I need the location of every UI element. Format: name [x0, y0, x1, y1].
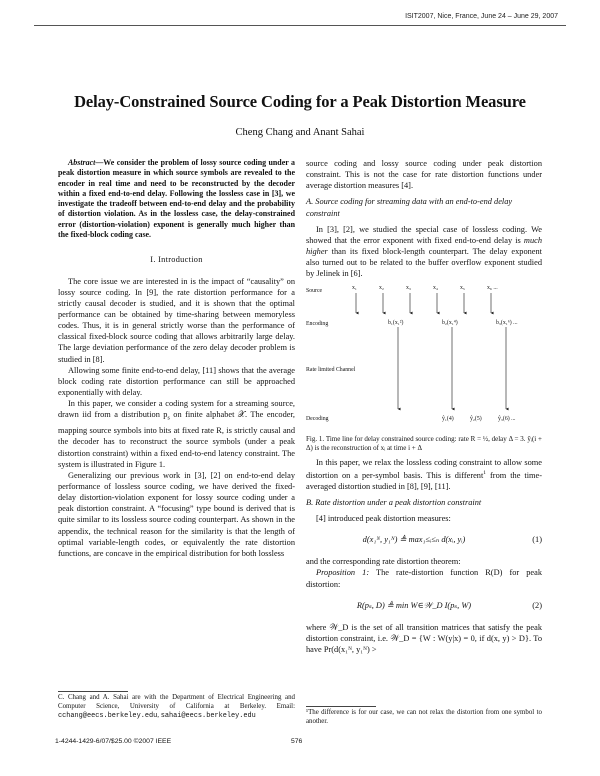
subsection-b-paragraph-1: [4] introduced peak distortion measures: [316, 513, 451, 523]
header-rule [34, 25, 566, 26]
proposition-1: Proposition 1: The rate-distortion function R(D) for peak distortion: [306, 568, 542, 589]
page-number: 576 [291, 738, 303, 745]
copyright-footer: 1-4244-1429-6/07/$25.00 ©2007 IEEE [55, 738, 172, 745]
intro-paragraph-3: In this paper, we consider a coding system for a streaming source, drawn iid from a distribution $p_s$ on finite alphabet 𝒳. The encoder, mapping source symbols into bits at fixed rate R, is strictly causal and the decoder has to reconstruct the source symbols (under a peak distortion constraint) within a fixed end-to-end latency constraint. The system is illustrated in Figure 1. [58, 399, 295, 469]
subsection-b-intro: In this paper, we relax the lossless coding constraint to allow some distortion on a per-symbol basis. This is different$^1$ from the time-averaged distortion studied in [8], [9], [11]. [306, 457, 542, 491]
email-link-2[interactable]: sahai@eecs.berkeley.edu [160, 711, 256, 720]
paper-authors: Cheng Chang and Anant Sahai [235, 127, 365, 138]
right-column [306, 158, 542, 655]
encoding-tick-b3: b₃(x₁⁶) ... [496, 319, 518, 326]
subsection-b-paragraph-2: and the corresponding rate distortion theorem: [306, 557, 461, 567]
equation-1-number: (1) [532, 535, 542, 545]
equation-1 [306, 534, 542, 545]
intro-paragraph-1: The core issue we are interested in is the impact of “causality” on lossy source coding. In [9], the rate distortion performance for a strictly causal decoder is studied, and it is shown that the optimal performance can be obtained by time-sharing between memoryless codes. Thus, it is in general strictly worse than the performance of classical fixed-block source coding that allows arbitrarily large delay. The large deviation performance of the zero delay decoder problem is studied in [8]. [58, 276, 295, 364]
source-tick-x5: x₅ [460, 284, 465, 291]
encoding-tick-b2: b₂(x₁⁴) [442, 319, 458, 326]
subsection-b-heading: B. Rate distortion under a peak distortion constraint [306, 497, 482, 507]
row-label-channel: Rate limited Channel [306, 366, 356, 373]
source-tick-x2: x₂ [379, 284, 384, 291]
encoding-tick-b1: b₁(x₁²) [388, 319, 404, 326]
row-label-decoding: Decoding [306, 415, 329, 422]
source-tick-x6: x₆ ... [487, 284, 498, 291]
timeline-diagram [306, 283, 542, 433]
left-footnote-rule [58, 691, 128, 692]
figure-caption: Fig. 1. Time line for delay constrained source coding: rate R = ½, delay Δ = 3. ŷᵢ(i + Δ) is the reconstruction of xᵢ at time i + Δ [306, 434, 542, 452]
decoding-tick-y1: ŷ₁(4) [442, 415, 454, 422]
source-tick-x1: x₁ [352, 284, 357, 291]
subsection-b-paragraph-3: where 𝒲_D is the set of all transition matrices that satisfy the peak distortion constraint, i.e. 𝒲_D = {W : W(y|x) = 0, if d(x, y) > D}. To have Pr(d(x₁ᴺ, y₁ᴺ) > [306, 622, 542, 655]
abstract [58, 158, 295, 240]
equation-2 [306, 600, 542, 611]
source-tick-x4: x₄ [433, 284, 438, 291]
right-footnote-rule [306, 706, 376, 707]
decoding-tick-y3: ŷ₃(6) ... [498, 415, 516, 422]
subsection-a-paragraph: In [3], [2], we studied the special case of lossless coding. We showed that the error exponent with fixed end-to-end delay is much higher than its fixed block-length counterpart. The delay exponent also turned out to be related to the buffer overflow exponent studied by Jelinek in [6]. [306, 224, 542, 279]
equation-2-body: R(pₛ, D) ≜ min W∈𝒲_D I(pₛ, W) [356, 600, 472, 610]
section-heading-introduction: I. Introduction [150, 255, 203, 265]
right-paragraph-0: source coding and lossy source coding under peak distortion constraint. This is not the case for rate distortion functions under average distortion measures [4]. [306, 159, 542, 191]
figure-1 [306, 283, 542, 503]
subsection-a-heading: A. Source coding for streaming data with an end-to-end delay constraint [306, 197, 513, 218]
paper-title: Delay-Constrained Source Coding for a Peak Distortion Measure [74, 92, 526, 111]
row-label-encoding: Encoding [306, 320, 329, 327]
equation-1-body: d(x₁ᴺ, y₁ᴺ) ≜ max₁≤ᵢ≤ₙ d(xᵢ, yᵢ) [362, 535, 466, 545]
difference-footnote: ¹The difference is for our case, we can not relax the distortion from one symbol to another. [306, 709, 542, 725]
intro-paragraph-2: Allowing some finite end-to-end delay, [11] shows that the average block coding rate distortion performance can still be approached exponentially with delay. [58, 365, 295, 398]
email-link-1[interactable]: cchang@eecs.berkeley.edu [58, 711, 158, 720]
decoding-tick-y2: ŷ₂(5) [470, 415, 482, 422]
author-footnote: C. Chang and A. Sahai are with the Department of Electrical Engineering and Computer Science, University of California at Berkeley. Email: cchang@eecs.berkeley.edu, sahai@eecs.berkeley.edu [58, 694, 295, 720]
row-label-source: Source [306, 287, 323, 294]
equation-2-number: (2) [532, 600, 542, 610]
source-tick-x3: x₃ [406, 284, 411, 291]
left-column [58, 158, 295, 559]
abstract-label: Abstract [68, 158, 96, 167]
conference-header: ISIT2007, Nice, France, June 24 – June 29, 2007 [405, 13, 558, 20]
intro-paragraph-4: Generalizing our previous work in [3], [2] on end-to-end delay performance of lossless source coding, we have derived the fixed-delay distortion-violation exponent for lossy source coding under a peak distortion constraint. A “focusing” type bound is derived that is quite similar to its lossless source coding counterpart. As shown in the appendix, the technical reason for the similarity is that the length of optimal variable-length codes, or equivalently the rate distortion functions, are concave in the empirical distribution for both lossless [58, 470, 295, 558]
abstract-text: —We consider the problem of lossy source coding under a peak distortion measure in which source symbols are revealed to the encoder in real time and need to be reconstructed by the decoder within a fixed end-to-end delay. Following the lossless case in [3], we investigate the tradeoff between end-to-end delay and the probability of distortion violation. As in the lossless case, the delay-constrained error (distortion-violation) exponent is generally much higher than the fixed-block coding case. [58, 158, 295, 240]
